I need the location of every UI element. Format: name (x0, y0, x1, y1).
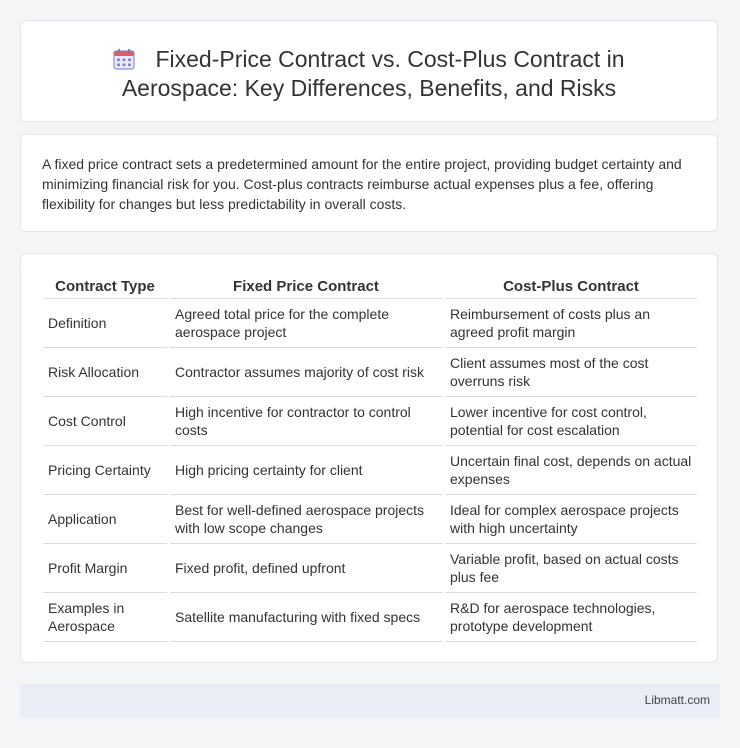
intro-text: A fixed price contract sets a predetermined amount for the entire project, providing budget certainty and minimizing financial risk for you. Cost-plus contracts reimburse actual expenses plus a fee, offering flexibility for changes but less predictability in overall costs. (42, 156, 682, 212)
table-row (43, 348, 697, 397)
page-title-text: Fixed-Price Contract vs. Cost-Plus Contract in Aerospace: Key Differences, Benefits, and Risks (121, 46, 625, 101)
table-row (43, 446, 697, 495)
table-row (43, 397, 697, 446)
column-header: Cost-Plus Contract (444, 274, 698, 299)
column-header: Fixed Price Contract (169, 274, 444, 299)
footer (20, 684, 720, 718)
row-label: Risk Allocation (43, 348, 169, 397)
table-row (43, 299, 697, 348)
row-label: Examples in Aerospace (43, 593, 169, 642)
intro-card (20, 134, 718, 232)
cost-plus-cell: Reimbursement of costs plus an agreed profit margin (444, 299, 698, 348)
row-label: Application (43, 495, 169, 544)
table-row (43, 544, 697, 593)
fixed-price-cell: Satellite manufacturing with fixed specs (169, 593, 444, 642)
column-header: Contract Type (43, 274, 169, 299)
cost-plus-cell: R&D for aerospace technologies, prototype development (444, 593, 698, 642)
title-card (20, 20, 718, 122)
table-row (43, 593, 697, 642)
page-title (21, 21, 717, 103)
fixed-price-cell: High pricing certainty for client (169, 446, 444, 495)
comparison-table (43, 274, 697, 642)
cost-plus-cell: Lower incentive for cost control, potential for cost escalation (444, 397, 698, 446)
fixed-price-cell: High incentive for contractor to control costs (169, 397, 444, 446)
fixed-price-cell: Best for well-defined aerospace projects with low scope changes (169, 495, 444, 544)
footer-brand: Libmatt.com (644, 693, 710, 707)
table-header-row (43, 274, 697, 299)
cost-plus-cell: Variable profit, based on actual costs plus fee (444, 544, 698, 593)
cost-plus-cell: Ideal for complex aerospace projects with high uncertainty (444, 495, 698, 544)
row-label: Cost Control (43, 397, 169, 446)
table-row (43, 495, 697, 544)
fixed-price-cell: Fixed profit, defined upfront (169, 544, 444, 593)
calendar-icon (113, 48, 135, 70)
cost-plus-cell: Uncertain final cost, depends on actual expenses (444, 446, 698, 495)
row-label: Profit Margin (43, 544, 169, 593)
fixed-price-cell: Agreed total price for the complete aerospace project (169, 299, 444, 348)
cost-plus-cell: Client assumes most of the cost overruns risk (444, 348, 698, 397)
fixed-price-cell: Contractor assumes majority of cost risk (169, 348, 444, 397)
comparison-card (20, 253, 718, 663)
row-label: Definition (43, 299, 169, 348)
row-label: Pricing Certainty (43, 446, 169, 495)
